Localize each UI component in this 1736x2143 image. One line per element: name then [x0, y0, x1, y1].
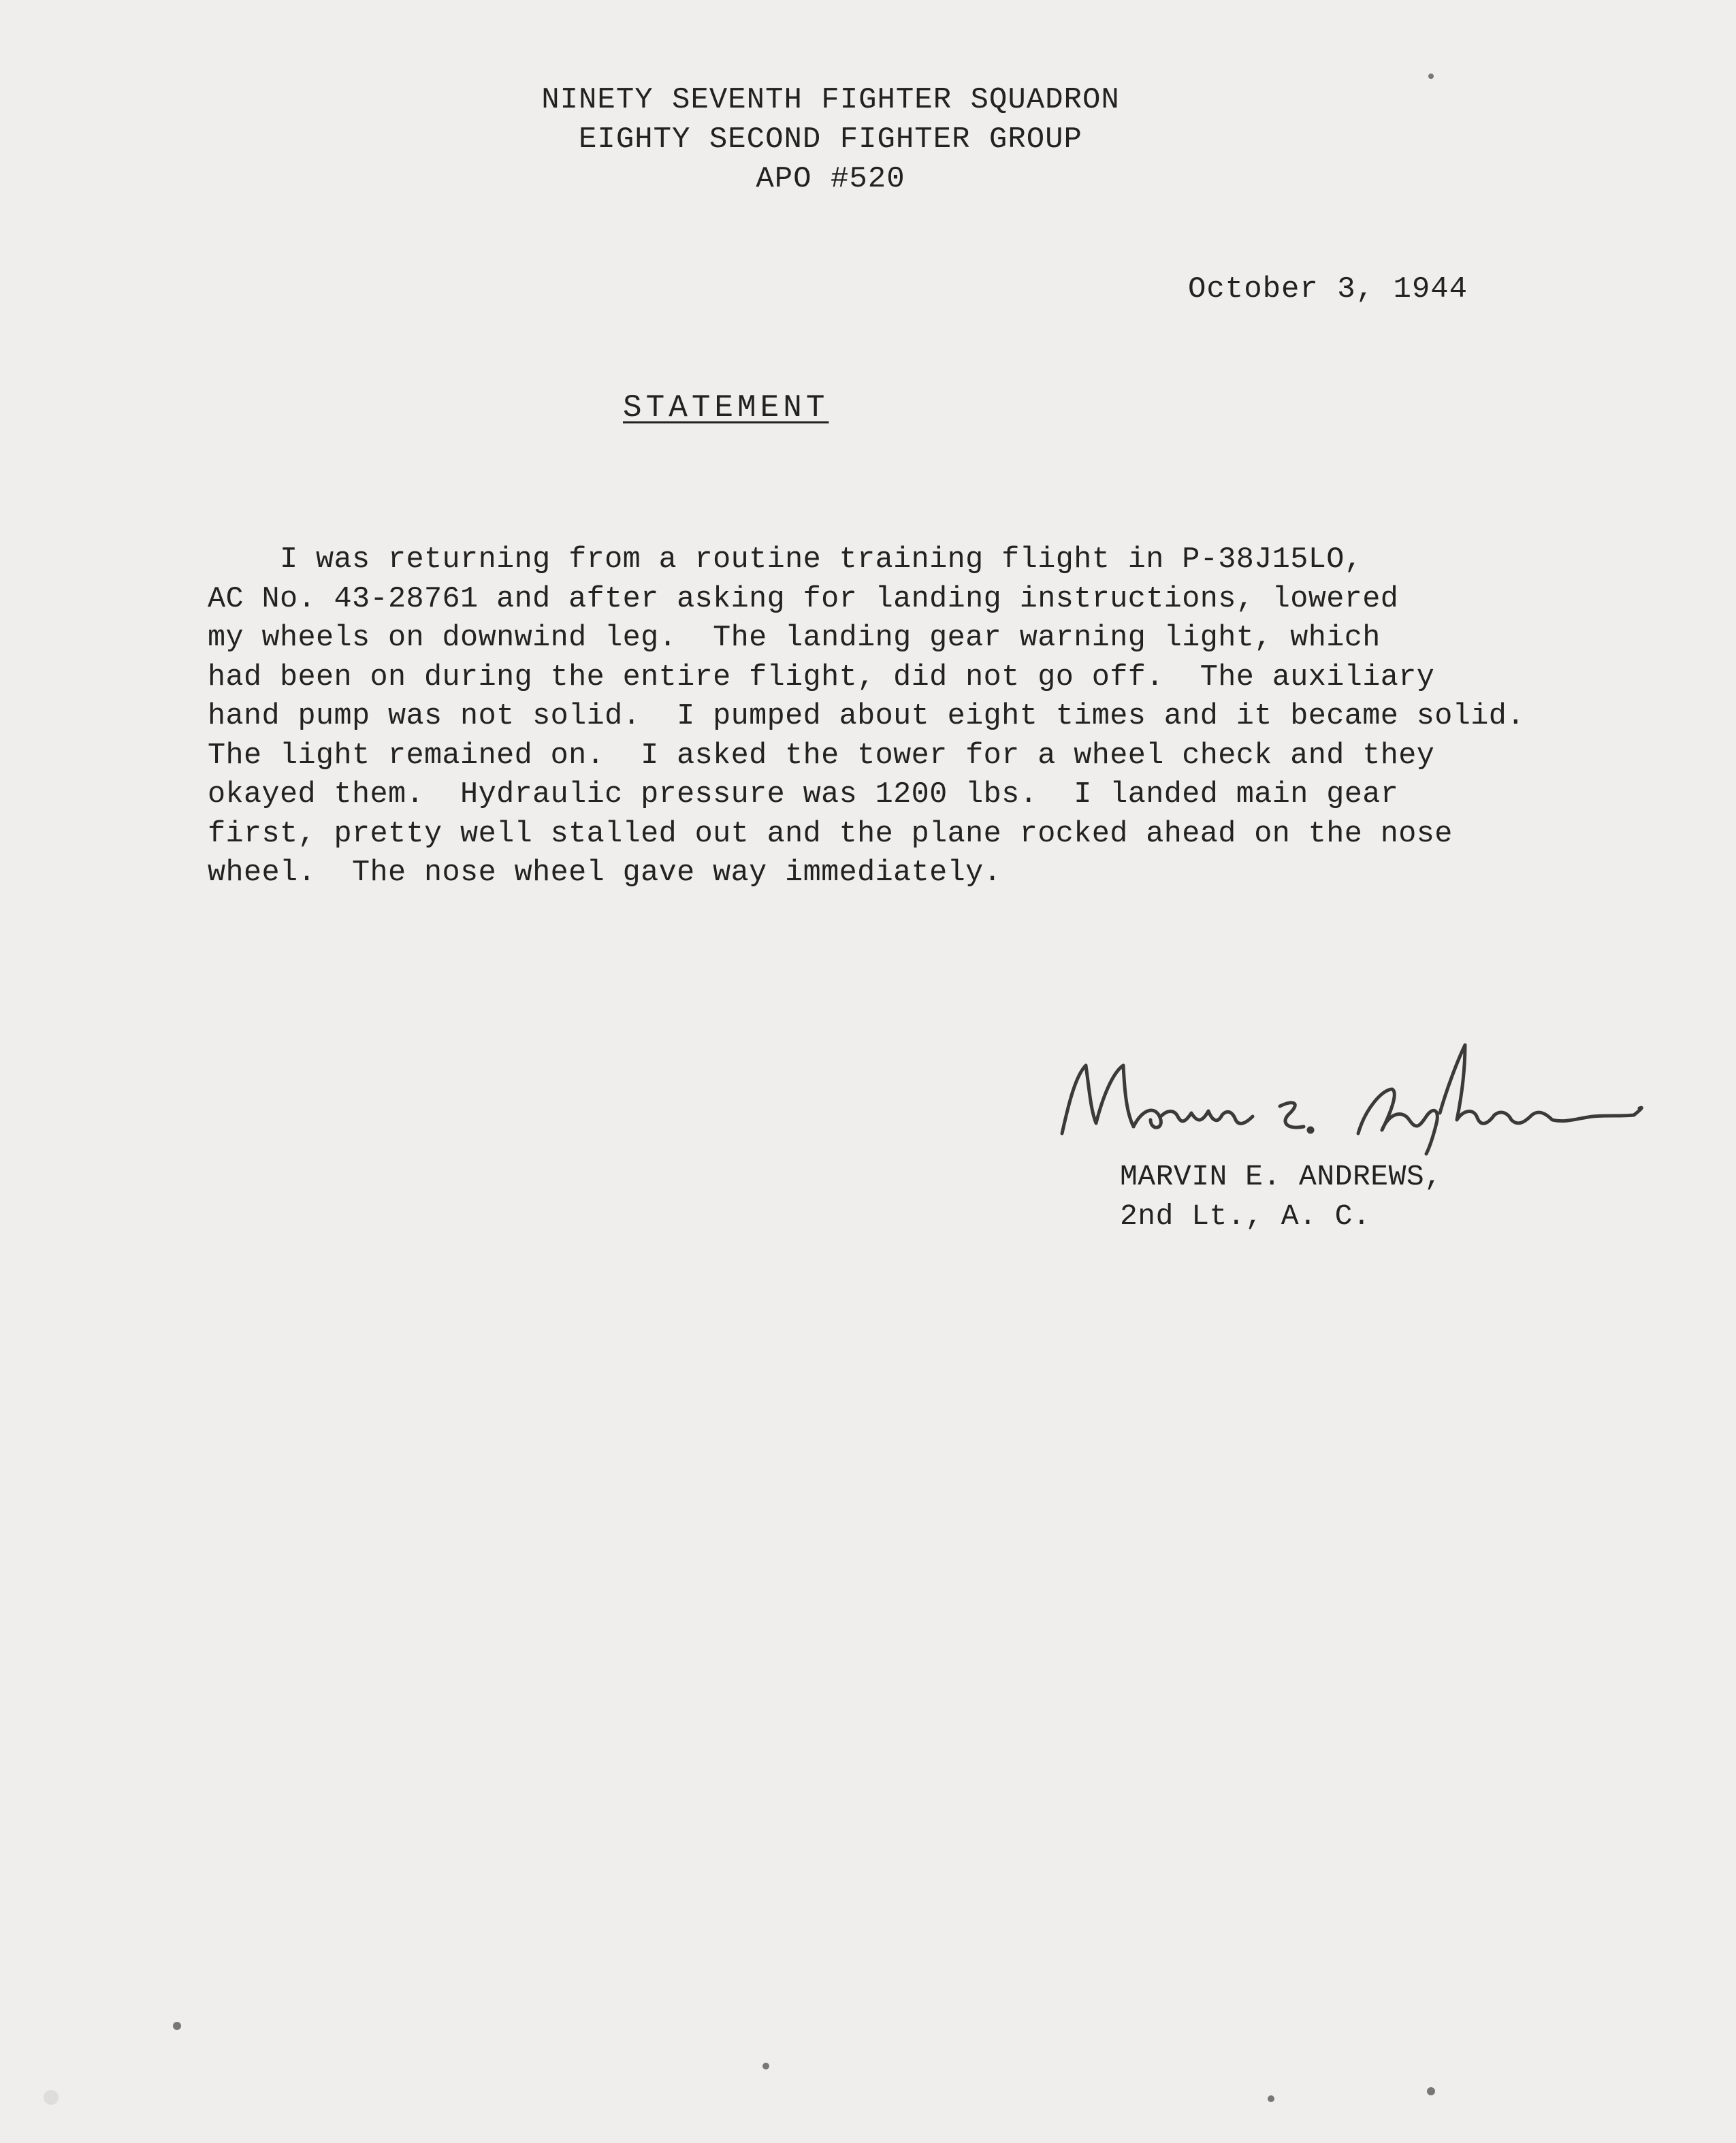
- document-date: October 3, 1944: [1188, 272, 1468, 306]
- statement-body: [208, 541, 1525, 893]
- signature-block: [1120, 1157, 1442, 1236]
- scan-speck: [1427, 2087, 1435, 2095]
- letterhead: [0, 80, 1661, 199]
- document-title: STATEMENT: [623, 390, 829, 425]
- body-line: The light remained on. I asked the tower for a wheel check and they: [208, 739, 1435, 773]
- letterhead-apo: APO #520: [756, 162, 905, 196]
- body-line: hand pump was not solid. I pumped about eight times and it became solid.: [208, 700, 1525, 733]
- body-line: I was returning from a routine training flight in P-38J15LO,: [208, 543, 1363, 577]
- body-line: okayed them. Hydraulic pressure was 1200 lbs. I landed main gear: [208, 778, 1399, 811]
- letterhead-squadron: NINETY SEVENTH FIGHTER SQUADRON: [541, 83, 1120, 117]
- scan-speck: [1268, 2095, 1274, 2102]
- scan-speck: [1428, 74, 1434, 79]
- body-line: AC No. 43-28761 and after asking for landing instructions, lowered: [208, 582, 1399, 616]
- letterhead-group: EIGHTY SECOND FIGHTER GROUP: [579, 123, 1082, 157]
- body-line: had been on during the entire flight, did not go off. The auxiliary: [208, 660, 1435, 694]
- body-line: wheel. The nose wheel gave way immediately.: [208, 856, 1002, 890]
- body-line: first, pretty well stalled out and the plane rocked ahead on the nose: [208, 817, 1453, 851]
- signer-name: MARVIN E. ANDREWS,: [1120, 1160, 1443, 1193]
- handwritten-signature: [1048, 1035, 1688, 1157]
- scan-speck: [173, 2022, 181, 2030]
- body-line: my wheels on downwind leg. The landing gear warning light, which: [208, 622, 1381, 655]
- scan-speck: [762, 2063, 769, 2069]
- scan-speck: [44, 2090, 59, 2105]
- signer-rank: 2nd Lt., A. C.: [1120, 1199, 1371, 1233]
